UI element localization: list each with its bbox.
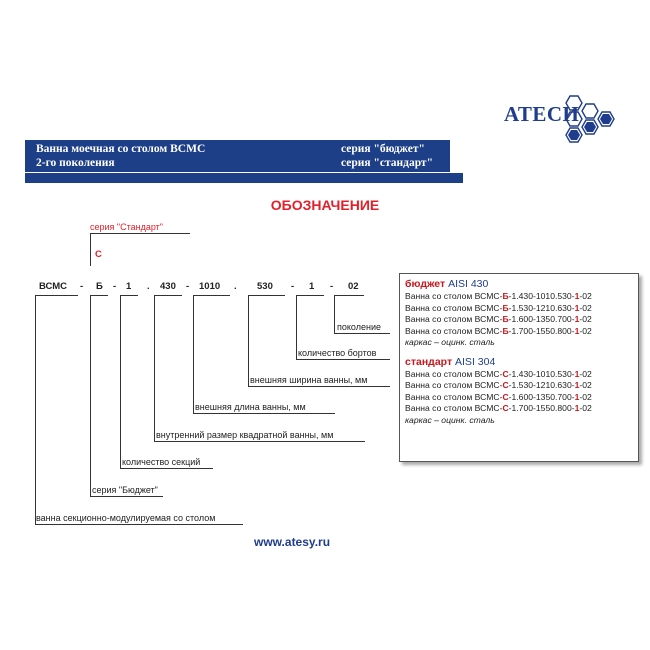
leader-width-h <box>248 386 390 387</box>
model-part: Ванна со столом ВСМС- <box>405 380 503 390</box>
standard-steel: AISI 304 <box>455 355 496 368</box>
header-series-standard: серия "стандарт" <box>341 157 433 169</box>
model-part: С <box>502 380 509 390</box>
model-part: С <box>502 391 509 402</box>
logo-text: АТЕСИ <box>504 102 580 126</box>
model-part: Ванна со столом ВСМС- <box>405 302 503 313</box>
leader-generation <box>334 295 335 334</box>
underline-length <box>193 295 230 296</box>
code-sep: . <box>234 281 237 292</box>
standard-model-row <box>405 392 633 404</box>
code-series: Б <box>96 281 103 292</box>
model-part: 1 <box>574 291 580 301</box>
label-standard-series: серия "Стандарт" <box>90 222 163 232</box>
standard-note: каркас – оцинк. сталь <box>405 414 495 425</box>
underline-series <box>90 295 108 296</box>
leader-length <box>193 295 194 414</box>
leader-inner <box>154 295 155 442</box>
header-band <box>25 140 450 172</box>
header-underline <box>25 173 463 183</box>
code-sep: - <box>330 281 334 292</box>
model-part: Ванна со столом ВСМС- <box>405 291 503 301</box>
underline-base <box>35 295 78 296</box>
header-title-line2: 2-го поколения <box>36 157 115 169</box>
model-part: Б <box>502 314 509 324</box>
model-part: -02 <box>579 391 592 402</box>
leader-inner-h <box>154 441 365 442</box>
variants-infobox <box>399 273 639 462</box>
label-base-name: ванна секционно-модулируемая со столом <box>36 513 216 523</box>
code-sep: - <box>186 281 190 292</box>
standard-model-row <box>405 403 633 415</box>
label-sides-count: количество бортов <box>298 348 377 358</box>
model-part: Б <box>502 291 509 301</box>
code-sides: 1 <box>309 281 315 292</box>
underline-generation <box>334 295 364 296</box>
model-part: -1.430-1010.530- <box>508 368 575 379</box>
code-standard-letter: С <box>95 249 102 260</box>
model-part: -02 <box>579 368 592 379</box>
leader-sections <box>120 295 121 469</box>
standard-label: стандарт <box>405 355 453 368</box>
label-outer-length: внешняя длина ванны, мм <box>195 402 306 412</box>
underline-width <box>248 295 285 296</box>
budget-heading <box>405 278 633 291</box>
budget-note: каркас – оцинк. сталь <box>405 337 495 347</box>
header-series-budget: серия "бюджет" <box>341 143 425 155</box>
model-part: 1 <box>574 403 580 413</box>
model-part: Б <box>502 302 509 313</box>
model-part: Ванна со столом ВСМС- <box>405 368 503 379</box>
leader-sections-h <box>120 468 213 469</box>
code-inner-size: 430 <box>160 281 176 292</box>
standard-heading <box>405 356 633 369</box>
code-base: ВСМС <box>39 281 68 292</box>
hexagon-cluster-icon <box>550 92 618 154</box>
model-part: -1.700-1550.800- <box>508 403 575 413</box>
model-part: -02 <box>579 314 592 324</box>
label-generation: поколение <box>337 322 381 332</box>
budget-label: бюджет <box>405 278 446 290</box>
page-title: ОБОЗНАЧЕНИЕ <box>270 197 380 213</box>
model-part: 1 <box>574 302 580 313</box>
standard-model-row <box>405 369 633 381</box>
model-part: -1.600-1350.700- <box>508 314 575 324</box>
budget-steel: AISI 430 <box>448 278 489 290</box>
model-part: -1.430-1010.530- <box>508 291 575 301</box>
model-part: 1 <box>574 380 580 390</box>
leader-sides <box>296 295 297 360</box>
label-inner-square: внутренний размер квадратной ванны, мм <box>156 430 334 440</box>
header-title-line1: Ванна моечная со столом ВСМС <box>36 143 206 155</box>
model-part: -1.530-1210.630- <box>508 380 575 390</box>
atesi-logo <box>498 92 618 156</box>
model-part: Ванна со столом ВСМС- <box>405 403 503 413</box>
code-sep: - <box>80 281 84 292</box>
code-sep: - <box>291 281 295 292</box>
model-part: -02 <box>579 403 592 413</box>
model-part: -1.530-1210.630- <box>508 302 575 313</box>
label-outer-width: внешняя ширина ванны, мм <box>250 375 368 385</box>
code-sep: - <box>113 281 117 292</box>
model-part: Б <box>502 325 509 336</box>
budget-model-row <box>405 314 633 326</box>
leader-sides-h <box>296 359 390 360</box>
model-part: 1 <box>574 368 580 379</box>
model-part: -1.600-1350.700- <box>508 391 575 402</box>
standard-model-row <box>405 380 633 392</box>
model-part: Ванна со столом ВСМС- <box>405 314 503 324</box>
underline-sections <box>120 295 138 296</box>
budget-model-row <box>405 326 633 338</box>
model-part: 1 <box>574 314 580 324</box>
model-part: Ванна со столом ВСМС- <box>405 325 503 336</box>
leader-base-h <box>35 524 243 525</box>
code-width: 530 <box>257 281 273 292</box>
code-sections: 1 <box>126 281 132 292</box>
budget-model-row <box>405 303 633 315</box>
label-sections-count: количество секций <box>122 457 201 467</box>
leader-generation-h <box>334 333 390 334</box>
leader-base <box>35 295 36 525</box>
code-generation: 02 <box>348 281 359 292</box>
budget-model-row <box>405 291 633 303</box>
website-link[interactable]: www.atesy.ru <box>254 535 331 549</box>
model-part: 1 <box>574 391 580 402</box>
model-part: -02 <box>579 302 592 313</box>
leader-budget <box>90 295 91 497</box>
model-part: -1.700-1550.800- <box>508 325 575 336</box>
leader-standard-v <box>90 233 91 266</box>
leader-length-h <box>193 413 335 414</box>
leader-standard-h <box>90 233 190 234</box>
leader-width <box>248 295 249 387</box>
code-sep: . <box>147 281 150 292</box>
model-part: Ванна со столом ВСМС- <box>405 391 503 402</box>
underline-sides <box>296 295 324 296</box>
model-part: -02 <box>579 325 592 336</box>
model-part: 1 <box>574 325 580 336</box>
model-part: -02 <box>579 380 592 390</box>
code-length: 1010 <box>199 281 221 292</box>
model-part: -02 <box>579 291 592 301</box>
model-part: С <box>502 403 509 413</box>
label-budget-series: серия "Бюджет" <box>92 485 158 495</box>
model-part: С <box>502 368 509 379</box>
underline-inner <box>154 295 182 296</box>
leader-budget-h <box>90 496 163 497</box>
